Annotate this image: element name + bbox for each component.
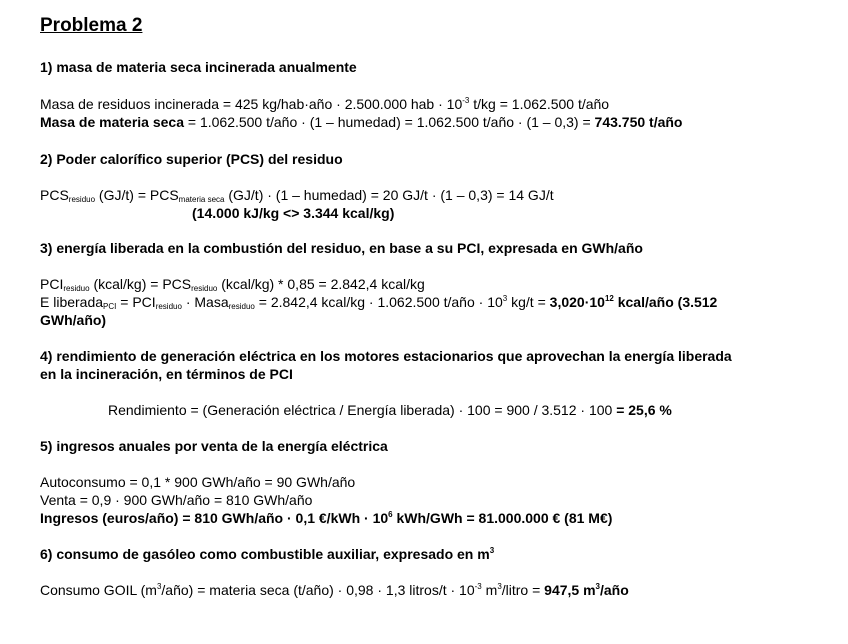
section-1-line-1: Masa de residuos incinerada = 425 kg/hab·año · 2.500.000 hab · $10^{-3}$ t/kg = 1.062.500 t/año [40, 96, 610, 112]
section-1-line-2: Masa de materia seca = 1.062.500 t/año · (1 – humedad) = 1.062.500 t/año · (1 – 0,3) = 743.750 t/año [40, 114, 683, 130]
section-2-result: (14.000 kJ/kg <> 3.344 kcal/kg) [192, 205, 395, 221]
section-6-line-1: Consumo GOIL $(m^3/año)$ = materia seca (t/año) · 0,98 · 1,3 litros/t · $10^{-3}$ $m^3$/litro = 947,5 $m^3$/año [40, 582, 629, 598]
section-5-heading: 5) ingresos anuales por venta de la energía eléctrica [40, 438, 388, 454]
section-4-formula: Rendimiento = (Generación eléctrica / Energía liberada) · 100 = 900 / 3.512 · 100 = 25,6 % [108, 402, 672, 418]
section-1-result: 743.750 t/año [594, 114, 683, 130]
section-2-heading: 2) Poder calorífico superior (PCS) del residuo [40, 151, 343, 167]
section-3-line-2: E liberada$_{PCI}$ = $PCI_{residuo}$ · Masa$_{residuo}$ = 2.842,4 kcal/kg · 1.062.500 t/año · $10^3$ $kg/t = 3,020\cdot 10^{12}$ kcal/año (3.512 [40, 294, 718, 311]
section-3-heading: 3) energía liberada en la combustión del residuo, en base a su PCI, expresada en GWh/año [40, 240, 643, 256]
section-3-line-1: $PCI_{residuo}$ (kcal/kg) = $PCS_{residuo}$ (kcal/kg) * 0,85 = 2.842,4 kcal/kg [40, 276, 425, 293]
section-6-heading: 6) consumo de gasóleo como combustible auxiliar, expresado en $m^3$ [40, 546, 495, 562]
section-4-result: = 25,6 % [616, 402, 672, 418]
section-4-heading-cont: en la incineración, en términos de PCI [40, 366, 293, 382]
section-3-result-cont: GWh/año) [40, 312, 107, 328]
section-5-result: Ingresos (euros/año) = 810 GWh/año · 0,1 €/kWh · $10^6$ kWh/GWh = 81.000.000 € (81 M€) [40, 510, 613, 526]
section-6-result: 947,5 $m^3$/año [544, 582, 629, 598]
page-title: Problema 2 [40, 15, 143, 36]
section-5-line-1: Autoconsumo = 0,1 * 900 GWh/año = 90 GWh/año [40, 474, 356, 490]
section-1-heading: 1) masa de materia seca incinerada anualmente [40, 59, 357, 75]
section-5-line-2: Venta = 0,9 · 900 GWh/año = 810 GWh/año [40, 492, 313, 508]
section-4-heading: 4) rendimiento de generación eléctrica en los motores estacionarios que aprovechan la energía liberada [40, 348, 732, 364]
section-2-line-1: $PCS_{residuo}$ $(GJ/t) = PCS_{materia seca}$ (GJ/t) · (1 – humedad) = 20 GJ/t · (1 – 0,3) = 14 GJ/t [40, 187, 554, 204]
